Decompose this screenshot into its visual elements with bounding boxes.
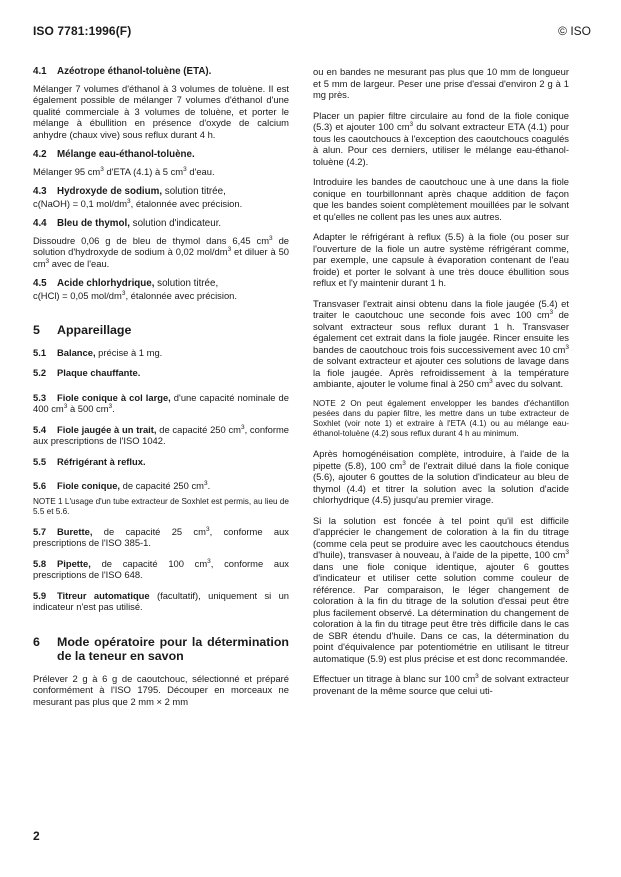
clause-6-text: Prélever 2 g à 6 g de caoutchouc, sélectionné et préparé conformément à l'ISO 1795. Découper en morceaux ne mesurant pas plus que 2 mm × 2 mm: [33, 672, 289, 707]
right-paragraph-blank: Effectuer un titrage à blanc sur 100 $cm^3$ de solvant extracteur provenant de la même source que celui uti-: [313, 673, 569, 696]
section-4-3-heading: 4.3 Hydroxyde de sodium, solution titrée,: [33, 186, 226, 197]
section-4-2-text: Mélanger 95 $cm^3$ d'ETA (4.1) à 5 $cm^3$ d'eau.: [33, 165, 215, 177]
document-header-standard: ISO 7781:1996(F): [33, 24, 132, 38]
item-5-8: 5.8 Pipette, de capacité 100 $cm^3$, conforme aux prescriptions de l'ISO 648.: [33, 557, 289, 581]
right-paragraph-dark-solution: Si la solution est foncée à tel point qu'il est difficile d'apprécier le changement de coloration à la fin du titrage (comme cela peut se produire avec les caoutchoucs étendus d'huile), transvaser à nouveau, à l'aide de la pipette, 100 $cm^3$ dans une fiole conique identique, ajouter 6 gouttes d'indicateur et utiliser cette solution comme couleur de référence. Par comparaison, le léger changement de coloration à la fin du titrage de la solution d'essai peut être plus facilement observé. La détermination du changement de coloration à la fin du titrage peut être très difficile dans le cas de SBR étendu d'huile. Dans ce cas, la détermination du point d'équivalence par potentiométrie en utilisant le titreur automatique (5.9) est plus précise et est donc recommandée.: [313, 514, 569, 664]
section-4-4-text: Dissoudre 0,06 g de bleu de thymol dans 6,45 $cm^3$ de solution d'hydroxyde de sodium à 0,02 mol/$dm^3$ et diluer à 50 $cm^3$ avec de l'eau.: [33, 234, 290, 269]
section-4-3-concentration: c(NaOH) = 0,1 mol/$dm^3$, étalonnée avec précision.: [33, 197, 243, 209]
item-5-3: 5.3 Fiole conique à col large, d'une capacité nominale de 400 $cm^3$ à 500 $cm^3$.: [33, 391, 289, 414]
item-5-7: 5.7 Burette, de capacité 25 $cm^3$, conforme aux prescriptions de l'ISO 385-1.: [33, 525, 289, 549]
right-paragraph-strips: Introduire les bandes de caoutchouc une à une dans la fiole conique en tourbillonnant après chaque addition de façon que les bandes soient complètement mouillées par le solvant et qu'elles ne collent pas les unes aux autres.: [313, 176, 569, 222]
section-4-5-concentration: c(HCl) = 0,05 mol/$dm^3$, étalonnée avec précision.: [33, 289, 237, 301]
item-5-4: 5.4 Fiole jaugée à un trait, de capacité 250 $cm^3$, conforme aux prescriptions de l'ISO 1042.: [33, 423, 289, 446]
clause-5-heading: 5 Appareillage: [33, 323, 132, 337]
section-4-4-heading: 4.4 Bleu de thymol, solution d'indicateur.: [33, 218, 222, 229]
document-header-copyright: © ISO: [558, 24, 591, 38]
item-5-9: 5.9 Titreur automatique (facultatif), uniquement si un indicateur n'est pas utilisé.: [33, 589, 290, 613]
note-1: NOTE 1 L'usage d'un tube extracteur de Soxhlet est permis, au lieu de 5.5 et 5.6.: [33, 496, 289, 516]
section-4-1-heading: 4.1 Azéotrope éthanol-toluène (ETA).: [33, 66, 212, 77]
right-paragraph-sample: ou en bandes ne mesurant pas plus que 10 mm de longueur et 5 mm de largeur. Peser une prise d'essai d'environ 2 g à 1 mg près.: [313, 66, 569, 100]
item-5-2: 5.2 Plaque chauffante.: [33, 367, 141, 378]
item-5-6: 5.6 Fiole conique, de capacité 250 $cm^3$.: [33, 480, 211, 491]
right-paragraph-filter: Placer un papier filtre circulaire au fond de la fiole conique (5.3) et ajouter 100 $cm^3$ du solvant extracteur ETA (4.1) pour tous les caoutchoucs à l'exception des caoutchoucs coagulés à alun. Pour ces derniers, utiliser le mélange eau-éthanol-toluène (4.2).: [313, 109, 569, 167]
item-5-5: 5.5 Réfrigérant à reflux.: [33, 455, 146, 467]
left-column: [33, 66, 289, 716]
section-4-1-text: Mélanger 7 volumes d'éthanol à 3 volumes de toluène. Il est également possible de mélanger 7 volumes d'éthanol d'une qualité commerciale à 3 volumes de toluène, et porter le mélange à ébullition en présence d'oxyde de calcium anhydre (chaux vive) sous reflux durant 4 h.: [33, 82, 289, 140]
section-4-5-heading: 4.5 Acide chlorhydrique, solution titrée,: [33, 278, 219, 289]
page-number: 2: [33, 829, 40, 843]
right-paragraph-transfer: Transvaser l'extrait ainsi obtenu dans la fiole jaugée (5.4) et traiter le caoutchouc une seconde fois avec 100 $cm^3$ de solvant extracteur sous reflux durant 1 h. Transvaser également cet extrait dans la fiole jaugée. Rincer ensuite les bandes de caoutchouc trois fois successivement avec 10 $cm^3$ de solvant extracteur et ajouter ces solutions de lavage dans la fiole jaugée. Après refroidissement à la température ambiante, ajouter le volume final à 250 $cm^3$ avec du solvant.: [313, 297, 569, 389]
section-4-2-heading: 4.2 Mélange eau-éthanol-toluène.: [33, 149, 195, 160]
item-5-1: 5.1 Balance, précise à 1 mg.: [33, 346, 163, 358]
note-2: NOTE 2 On peut également envelopper les bandes d'échantillon pesées dans du papier filtre, les mettre dans un tube extracteur de Soxhlet (voir note 1) et extraire à l'ETA (4.1) ou au mélange eau-éthanol-toluène (4.2) sous reflux durant 4 h au minimum.: [313, 398, 569, 439]
right-paragraph-reflux: Adapter le réfrigérant à reflux (5.5) à la fiole (ou poser sur l'ouverture de la fiole un autre système réfrigérant comme, par exemple, une capsule à évaporation contenant de l'eau froide) et porter le solvant à une très douce ébullition sous reflux et l'y maintenir durant 1 h.: [313, 231, 569, 288]
right-column: [313, 66, 569, 705]
right-paragraph-titration: Après homogénéisation complète, introduire, à l'aide de la pipette (5.8), 100 $cm^3$ de l'extrait dilué dans la fiole conique (5.6), ajouter 6 gouttes de la solution d'indicateur au bleu de thymol (4.4) et titrer la solution avec la solution d'acide chlorhydrique (4.5) jusqu'au premier virage.: [313, 448, 570, 506]
clause-6-heading: 6 Mode opératoire pour la détermination de la teneur en savon: [33, 634, 289, 664]
